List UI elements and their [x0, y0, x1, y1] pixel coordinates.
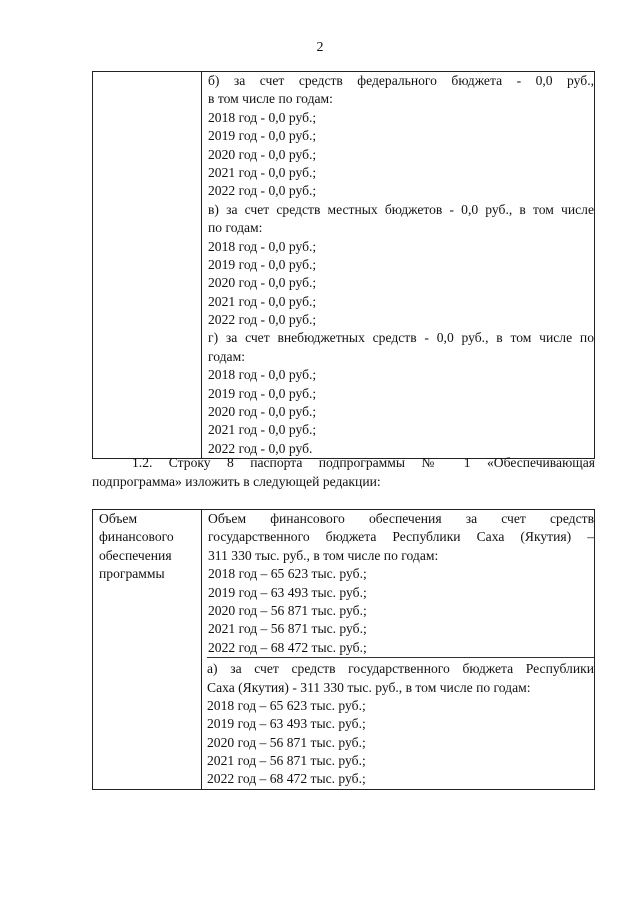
table1-line: 2018 год - 0,0 руб.; [208, 109, 317, 125]
table1-line: 2021 год - 0,0 руб.; [208, 422, 317, 438]
table1-line: 2019 год - 0,0 руб.; [208, 256, 317, 272]
table1-line: 2022 год - 0,0 руб. [208, 440, 313, 456]
table1-line: 2019 год - 0,0 руб.; [208, 385, 317, 401]
paragraph-line-2: подпрограмма» изложить в следующей редакции: [92, 474, 381, 489]
funding-state-line: 2021 год – 56 871 тыс. руб.; [207, 753, 366, 769]
table1-line: 2019 год - 0,0 руб.; [208, 128, 317, 144]
table1-line: 2021 год - 0,0 руб.; [208, 164, 317, 180]
table1-line: б) за счет средств федерального бюджета - 0,0 руб., [208, 73, 594, 88]
funding-total-line: государственного бюджета Республики Саха (Якутия) – [208, 529, 594, 545]
funding-total-line: Объем финансового обеспечения за счет средств [208, 511, 594, 526]
table1-line: г) за счет внебюджетных средств - 0,0 руб., в том числе по [208, 330, 594, 346]
table1-line: 2020 год - 0,0 руб.; [208, 275, 317, 291]
table1-right-cell [202, 72, 595, 459]
table1-line: годам: [208, 348, 245, 364]
table1-line: по годам: [208, 220, 263, 236]
funding-state-line: 2018 год – 65 623 тыс. руб.; [207, 697, 366, 713]
funding-total-line: 311 330 тыс. руб., в том числе по годам: [208, 547, 439, 563]
funding-label-line: финансового [99, 529, 174, 545]
funding-state-line: а) за счет средств государственного бюджета Республики [207, 661, 594, 677]
table1-line: 2018 год - 0,0 руб.; [208, 367, 317, 383]
funding-values-cell [202, 510, 595, 790]
funding-total-block [208, 510, 594, 657]
paragraph-line-1: 1.2. Строку 8 паспорта подпрограммы № 1 «Обеспечивающая [132, 455, 595, 470]
funding-state-line: 2019 год – 63 493 тыс. руб.; [207, 716, 366, 732]
funding-label-cell [93, 510, 202, 790]
funding-state-line: Саха (Якутия) - 311 330 тыс. руб., в том числе по годам: [207, 679, 531, 695]
funding-state-budget-block [207, 657, 594, 789]
funding-label-line: программы [99, 566, 165, 582]
table1-line: 2020 год - 0,0 руб.; [208, 404, 317, 420]
page-number: 2 [316, 40, 324, 55]
funding-table [92, 509, 595, 790]
table1-line: 2022 год - 0,0 руб.; [208, 312, 317, 328]
funding-label-line: Объем [99, 511, 138, 526]
funding-state-line: 2022 год – 68 472 тыс. руб.; [207, 771, 366, 787]
table1-line: 2022 год - 0,0 руб.; [208, 183, 317, 199]
funding-total-line: 2021 год – 56 871 тыс. руб.; [208, 621, 367, 637]
table1-left-cell [93, 72, 202, 459]
funding-total-line: 2020 год – 56 871 тыс. руб.; [208, 602, 367, 618]
table1-line: 2020 год - 0,0 руб.; [208, 146, 317, 162]
table1-line: в том числе по годам: [208, 91, 333, 107]
funding-total-line: 2019 год – 63 493 тыс. руб.; [208, 584, 367, 600]
amendment-paragraph [92, 453, 595, 491]
table1-line: 2018 год - 0,0 руб.; [208, 238, 317, 254]
funding-total-line: 2018 год – 65 623 тыс. руб.; [208, 566, 367, 582]
funding-total-line: 2022 год – 68 472 тыс. руб.; [208, 639, 367, 655]
budget-table-continued [92, 71, 595, 459]
table1-line: в) за счет средств местных бюджетов - 0,0 руб., в том числе [208, 201, 594, 217]
funding-label-line: обеспечения [99, 547, 172, 563]
funding-state-line: 2020 год – 56 871 тыс. руб.; [207, 734, 366, 750]
table1-line: 2021 год - 0,0 руб.; [208, 293, 317, 309]
